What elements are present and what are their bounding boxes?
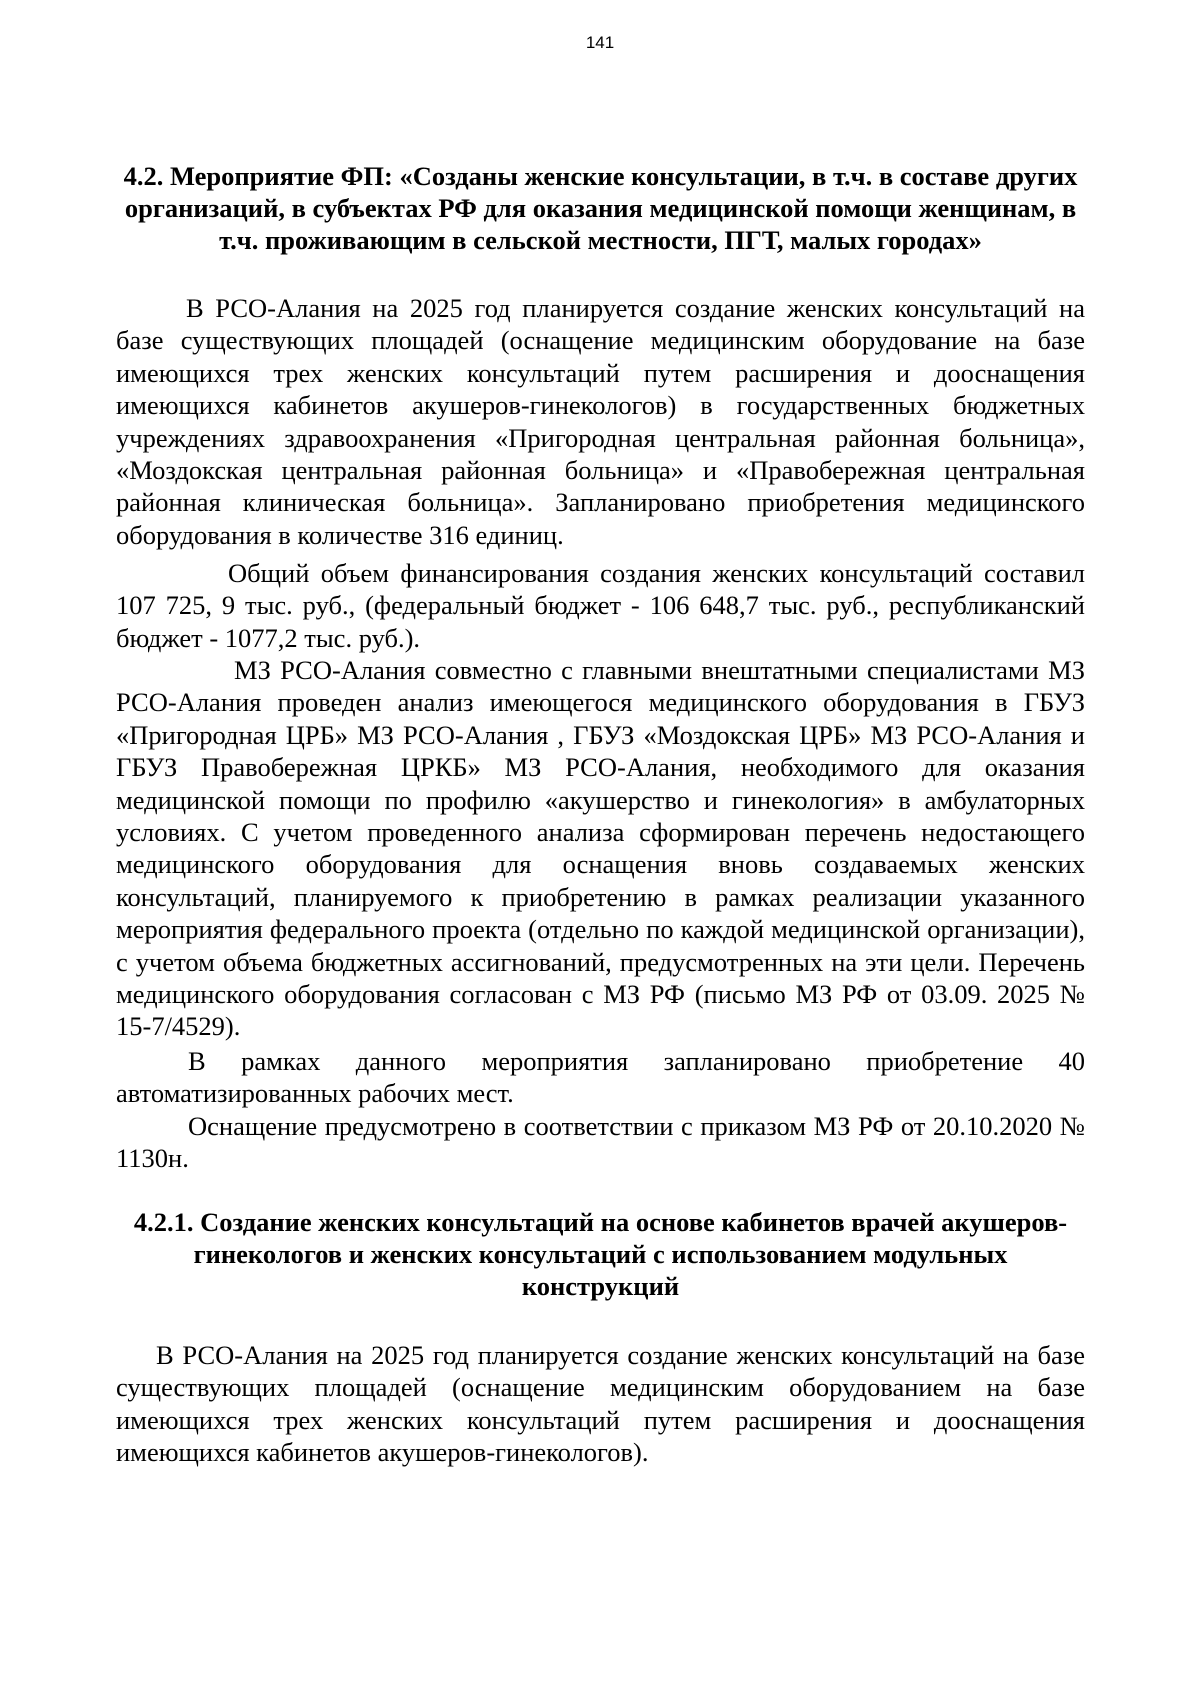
paragraph: В рамках данного мероприятия запланировано приобретение 40 автоматизированных рабочих мест. xyxy=(116,1046,1085,1109)
page-number: 141 xyxy=(585,33,615,52)
paragraph: Оснащение предусмотрено в соответствии с приказом МЗ РФ от 20.10.2020 № 1130н. xyxy=(116,1111,1085,1174)
paragraph: Общий объем финансирования создания женских консультаций составил 107 725, 9 тыс. руб., (федеральный бюджет - 106 648,7 тыс. руб., республиканский бюджет - 1077,2 тыс. руб.). xyxy=(116,558,1085,653)
subsection-heading: 4.2.1. Создание женских консультаций на основе кабинетов врачей акушеров-гинекологов и женских консультаций с использованием модульных конструкций xyxy=(133,1207,1068,1301)
section-heading: 4.2. Мероприятие ФП: «Созданы женские консультации, в т.ч. в составе других организаций, в субъектах РФ для оказания медицинской помощи женщинам, в т.ч. проживающим в сельской местности, ПГТ, малых городах» xyxy=(123,161,1078,255)
paragraph: В РСО-Алания на 2025 год планируется создание женских консультаций на базе существующих площадей (оснащение медицинским оборудованием на базе имеющихся трех женских консультаций путем расширения и дооснащения имеющихся кабинетов акушеров-гинекологов). xyxy=(116,1340,1085,1468)
paragraph: МЗ РСО-Алания совместно с главными внештатными специалистами МЗ РСО-Алания проведен анализ имеющегося медицинского оборудования в ГБУЗ «Пригородная ЦРБ» МЗ РСО-Алания , ГБУЗ «Моздокская ЦРБ» МЗ РСО-Алания и ГБУЗ Правобережная ЦРКБ» МЗ РСО-Алания, необходимого для оказания медицинской помощи по профилю «акушерство и гинекология» в амбулаторных условиях. С учетом проведенного анализа сформирован перечень недостающего медицинского оборудования для оснащения вновь создаваемых женских консультаций, планируемого к приобретению в рамках реализации указанного мероприятия федерального проекта (отдельно по каждой медицинской организации), с учетом объема бюджетных ассигнований, предусмотренных на эти цели. Перечень медицинского оборудования согласован с МЗ РФ (письмо МЗ РФ от 03.09. 2025 № 15-7/4529). xyxy=(116,655,1085,1042)
paragraph: В РСО-Алания на 2025 год планируется создание женских консультаций на базе существующих площадей (оснащение медицинским оборудование на базе имеющихся трех женских консультаций путем расширения и дооснащения имеющихся кабинетов акушеров-гинекологов) в государственных бюджетных учреждениях здравоохранения «Пригородная центральная районная больница», «Моздокская центральная районная больница» и «Правобережная центральная районная клиническая больница». Запланировано приобретения медицинского оборудования в количестве 316 единиц. xyxy=(116,293,1085,550)
